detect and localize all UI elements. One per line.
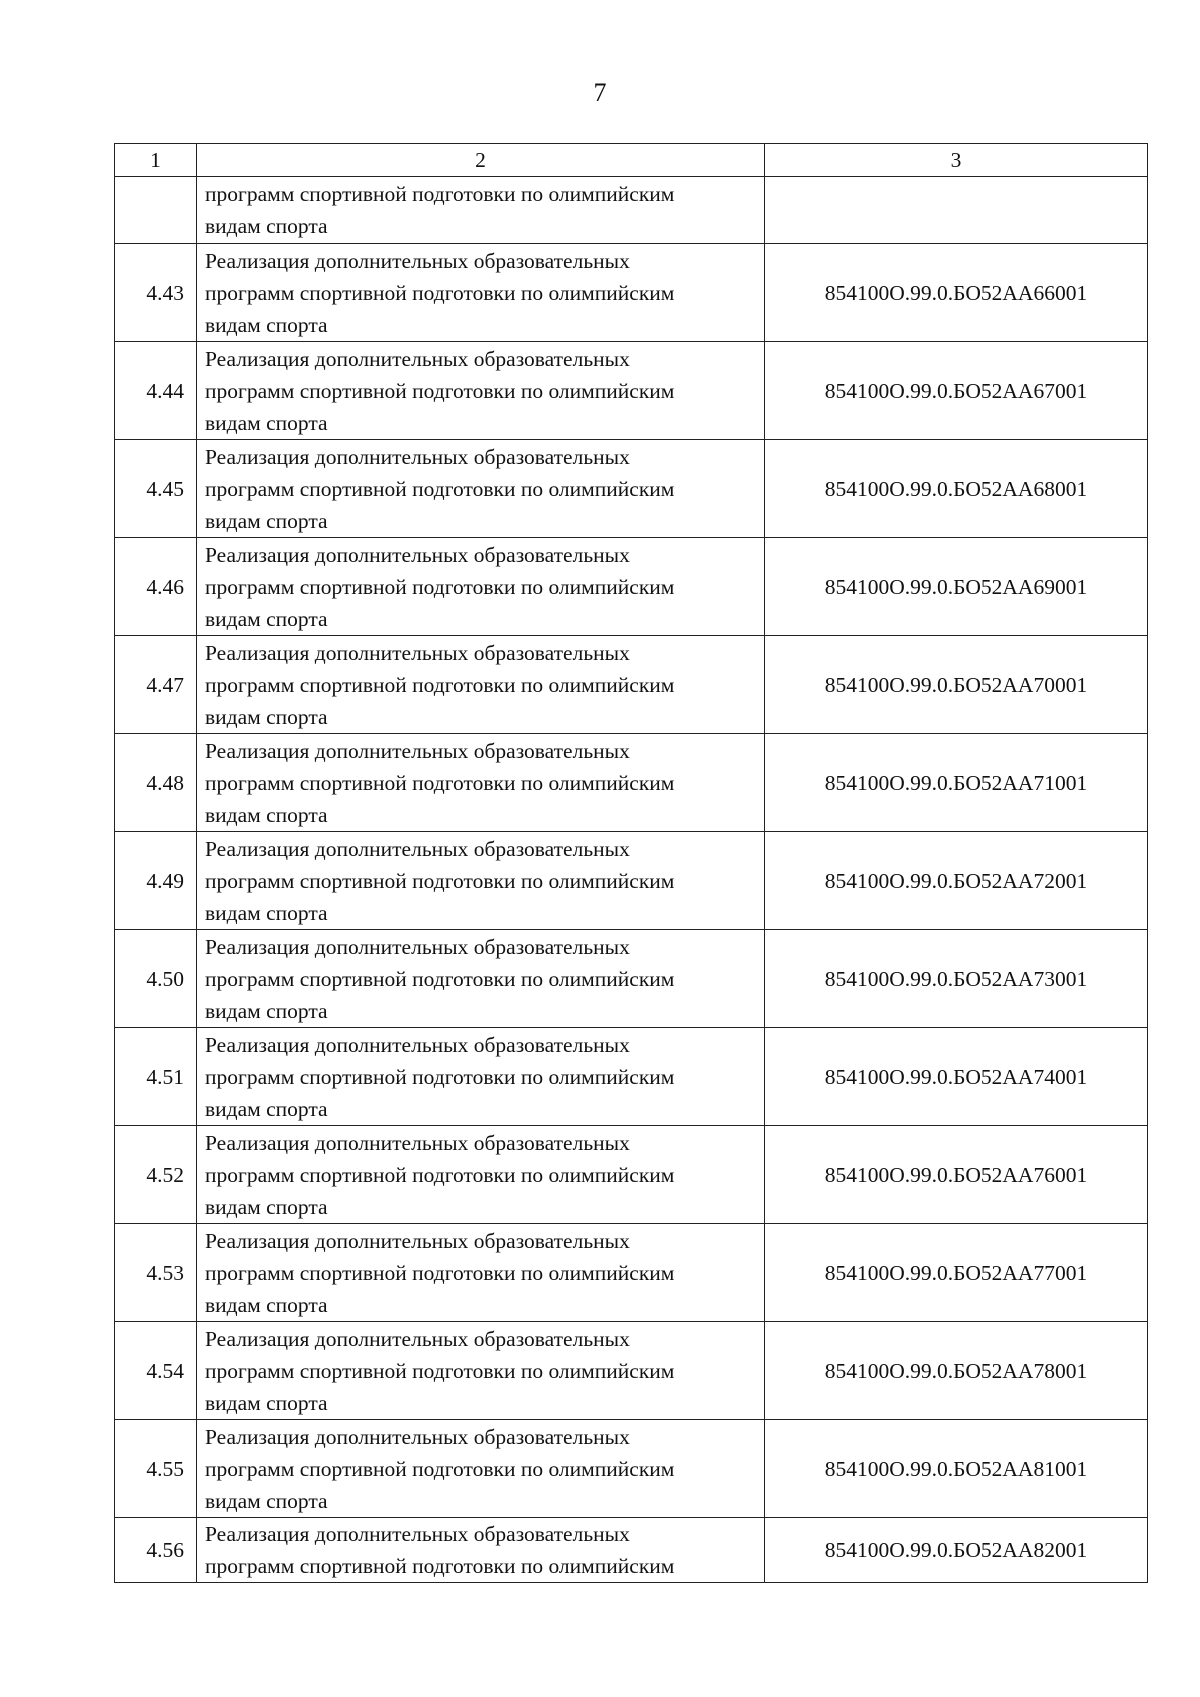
- row-description-line: видам спорта: [205, 1096, 328, 1121]
- row-code: 854100О.99.0.БО52АА71001: [765, 734, 1148, 832]
- row-description: [197, 636, 765, 734]
- row-number: 4.49: [115, 832, 197, 930]
- row-description: [197, 342, 765, 440]
- row-description: [197, 1518, 765, 1583]
- row-description-line: Реализация дополнительных образовательных: [205, 1424, 630, 1449]
- row-description-line: программ спортивной подготовки по олимпийским: [205, 770, 675, 795]
- row-description-line: Реализация дополнительных образовательных: [205, 248, 630, 273]
- row-description-line: Реализация дополнительных образовательных: [205, 1326, 630, 1351]
- table-row-continued: [115, 177, 1148, 244]
- row-description: [197, 1322, 765, 1420]
- row-description-line: видам спорта: [205, 1390, 328, 1415]
- row-description-line: программ спортивной подготовки по олимпийским: [205, 378, 675, 403]
- row-number: 4.54: [115, 1322, 197, 1420]
- header-col-1: 1: [115, 144, 197, 177]
- row-code: 854100О.99.0.БО52АА82001: [765, 1518, 1148, 1583]
- row-description-line: Реализация дополнительных образовательных: [205, 1228, 630, 1253]
- row-number: 4.47: [115, 636, 197, 734]
- row-description: [197, 832, 765, 930]
- row-number: 4.45: [115, 440, 197, 538]
- row-description-line: программ спортивной подготовки по олимпийским: [205, 280, 675, 305]
- page-number: 7: [593, 78, 607, 107]
- table-row: [115, 538, 1148, 636]
- row-description-line: видам спорта: [205, 1488, 328, 1513]
- row-code: 854100О.99.0.БО52АА68001: [765, 440, 1148, 538]
- row-description: [197, 538, 765, 636]
- table-row: [115, 440, 1148, 538]
- table-row: [115, 832, 1148, 930]
- table-row: [115, 1322, 1148, 1420]
- row-description-line: Реализация дополнительных образовательных: [205, 444, 630, 469]
- row-description-line: программ спортивной подготовки по олимпийским: [205, 672, 675, 697]
- row-code: 854100О.99.0.БО52АА70001: [765, 636, 1148, 734]
- row-description-line: видам спорта: [205, 998, 328, 1023]
- row-description-line: видам спорта: [205, 410, 328, 435]
- table-row: [115, 734, 1148, 832]
- row-description-line: Реализация дополнительных образовательных: [205, 1130, 630, 1155]
- row-number: 4.52: [115, 1126, 197, 1224]
- row-description: [197, 1420, 765, 1518]
- row-description-line: программ спортивной подготовки по олимпийским: [205, 182, 675, 206]
- row-code: 854100О.99.0.БО52АА78001: [765, 1322, 1148, 1420]
- services-table: [114, 143, 1148, 1583]
- row-description-line: видам спорта: [205, 802, 328, 827]
- row-description-line: видам спорта: [205, 1194, 328, 1219]
- row-number: 4.46: [115, 538, 197, 636]
- row-description: [197, 177, 765, 244]
- table-row: [115, 342, 1148, 440]
- row-number: [115, 177, 197, 244]
- row-description-line: Реализация дополнительных образовательных: [205, 1522, 630, 1546]
- row-code: 854100О.99.0.БО52АА81001: [765, 1420, 1148, 1518]
- table-row: [115, 930, 1148, 1028]
- row-description-line: Реализация дополнительных образовательных: [205, 738, 630, 763]
- row-description-line: видам спорта: [205, 508, 328, 533]
- row-description: [197, 1126, 765, 1224]
- row-number: 4.48: [115, 734, 197, 832]
- row-code: 854100О.99.0.БО52АА66001: [765, 244, 1148, 342]
- row-description-line: видам спорта: [205, 900, 328, 925]
- header-col-3: 3: [765, 144, 1148, 177]
- row-number: 4.56: [115, 1518, 197, 1583]
- row-description-line: видам спорта: [205, 704, 328, 729]
- table-row: [115, 1028, 1148, 1126]
- row-description: [197, 1028, 765, 1126]
- row-code: [765, 177, 1148, 244]
- row-code: 854100О.99.0.БО52АА72001: [765, 832, 1148, 930]
- table-row: [115, 1518, 1148, 1583]
- row-number: 4.53: [115, 1224, 197, 1322]
- table-row: [115, 1224, 1148, 1322]
- row-description-line: Реализация дополнительных образовательных: [205, 934, 630, 959]
- row-description-line: программ спортивной подготовки по олимпийским: [205, 476, 675, 501]
- table-row: [115, 1126, 1148, 1224]
- table-row: [115, 636, 1148, 734]
- header-row: [115, 144, 1148, 177]
- row-number: 4.44: [115, 342, 197, 440]
- row-description: [197, 734, 765, 832]
- row-code: 854100О.99.0.БО52АА67001: [765, 342, 1148, 440]
- table-row: [115, 1420, 1148, 1518]
- row-code: 854100О.99.0.БО52АА77001: [765, 1224, 1148, 1322]
- row-description: [197, 930, 765, 1028]
- row-description-line: видам спорта: [205, 214, 328, 238]
- row-number: 4.43: [115, 244, 197, 342]
- row-description-line: программ спортивной подготовки по олимпийским: [205, 574, 675, 599]
- row-number: 4.50: [115, 930, 197, 1028]
- row-description: [197, 244, 765, 342]
- table-body: [115, 177, 1148, 1583]
- row-description-line: программ спортивной подготовки по олимпийским: [205, 1358, 675, 1383]
- table-row: [115, 244, 1148, 342]
- row-description-line: видам спорта: [205, 1292, 328, 1317]
- row-description-line: Реализация дополнительных образовательных: [205, 1032, 630, 1057]
- row-description-line: программ спортивной подготовки по олимпийским: [205, 1554, 675, 1578]
- row-number: 4.55: [115, 1420, 197, 1518]
- row-description: [197, 440, 765, 538]
- row-description-line: видам спорта: [205, 606, 328, 631]
- row-description-line: видам спорта: [205, 312, 328, 337]
- row-description-line: Реализация дополнительных образовательных: [205, 640, 630, 665]
- row-description-line: программ спортивной подготовки по олимпийским: [205, 1260, 675, 1285]
- row-description-line: программ спортивной подготовки по олимпийским: [205, 966, 675, 991]
- row-code: 854100О.99.0.БО52АА76001: [765, 1126, 1148, 1224]
- row-description-line: программ спортивной подготовки по олимпийским: [205, 1064, 675, 1089]
- row-number: 4.51: [115, 1028, 197, 1126]
- row-code: 854100О.99.0.БО52АА69001: [765, 538, 1148, 636]
- header-col-2: 2: [197, 144, 765, 177]
- row-description-line: программ спортивной подготовки по олимпийским: [205, 868, 675, 893]
- row-description-line: Реализация дополнительных образовательных: [205, 346, 630, 371]
- row-code: 854100О.99.0.БО52АА73001: [765, 930, 1148, 1028]
- row-description-line: Реализация дополнительных образовательных: [205, 542, 630, 567]
- row-code: 854100О.99.0.БО52АА74001: [765, 1028, 1148, 1126]
- table-header: [115, 144, 1148, 177]
- row-description-line: программ спортивной подготовки по олимпийским: [205, 1456, 675, 1481]
- row-description-line: Реализация дополнительных образовательных: [205, 836, 630, 861]
- row-description-line: программ спортивной подготовки по олимпийским: [205, 1162, 675, 1187]
- row-description: [197, 1224, 765, 1322]
